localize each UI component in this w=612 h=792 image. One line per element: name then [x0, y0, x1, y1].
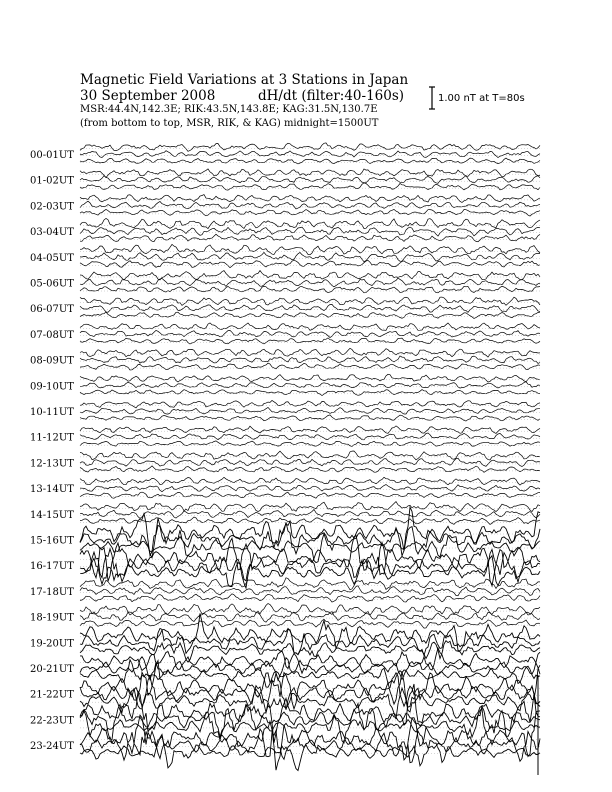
hour-label: 06-07UT — [30, 304, 74, 316]
hour-label: 22-23UT — [30, 715, 74, 727]
trace-kag-hour-1 — [80, 169, 540, 178]
hour-label: 04-05UT — [30, 252, 74, 264]
trace-msr-hour-10 — [80, 415, 540, 421]
scale-bar-label: 1.00 nT at T=80s — [438, 93, 525, 104]
trace-kag-hour-17 — [80, 578, 540, 590]
trace-rik-hour-1 — [80, 176, 540, 184]
trace-rik-hour-4 — [80, 252, 540, 261]
trace-kag-hour-2 — [80, 195, 540, 203]
trace-msr-hour-6 — [80, 312, 540, 319]
trace-kag-hour-6 — [80, 297, 540, 305]
hour-labels — [30, 150, 74, 752]
trace-msr-hour-11 — [80, 441, 540, 447]
trace-rik-hour-11 — [80, 433, 540, 440]
trace-msr-hour-14 — [80, 517, 540, 524]
trace-rik-hour-18 — [80, 612, 540, 623]
hour-label: 20-21UT — [30, 664, 74, 675]
trace-msr-hour-3 — [80, 234, 540, 242]
trace-rik-hour-3 — [80, 227, 540, 236]
trace-msr-hour-1 — [80, 183, 540, 190]
hour-label: 21-22UT — [30, 689, 74, 701]
hour-label: 13-14UT — [30, 484, 74, 496]
hour-label: 10-11UT — [30, 407, 74, 418]
hour-label: 07-08UT — [30, 329, 74, 341]
trace-kag-hour-7 — [80, 323, 540, 331]
trace-kag-hour-21 — [80, 661, 540, 709]
trace-msr-hour-4 — [80, 260, 540, 268]
trace-msr-hour-8 — [80, 363, 540, 370]
hour-label: 00-01UT — [30, 150, 74, 161]
trace-msr-hour-13 — [80, 492, 540, 498]
hour-label: 03-04UT — [30, 227, 74, 239]
chart-date: 30 September 2008 — [80, 88, 216, 104]
trace-rik-hour-2 — [80, 201, 540, 209]
trace-rik-hour-15 — [80, 518, 540, 558]
hour-label: 12-13UT — [30, 458, 74, 470]
trace-msr-hour-9 — [80, 390, 540, 396]
trace-kag-hour-13 — [80, 477, 540, 485]
station-order-note: (from bottom to top, MSR, RIK, & KAG) midnight=1500UT — [80, 118, 379, 129]
trace-msr-hour-17 — [80, 594, 540, 602]
trace-rik-hour-6 — [80, 304, 540, 312]
hour-label: 16-17UT — [30, 561, 74, 573]
trace-msr-hour-18 — [80, 619, 540, 628]
trace-rik-hour-5 — [80, 278, 540, 287]
hour-label: 01-02UT — [30, 175, 74, 187]
trace-kag-hour-5 — [80, 271, 540, 281]
hour-label: 18-19UT — [30, 612, 74, 624]
trace-kag-hour-12 — [80, 451, 540, 460]
trace-rik-hour-14 — [80, 510, 540, 519]
trace-kag-hour-16 — [80, 536, 540, 586]
hour-label: 17-18UT — [30, 586, 74, 598]
trace-rik-hour-8 — [80, 356, 540, 363]
trace-msr-hour-0 — [80, 158, 540, 164]
station-coordinates: MSR:44.4N,142.3E; RIK:43.5N,143.8E; KAG:31.5N,130.7E — [80, 104, 378, 115]
trace-rik-hour-21 — [80, 672, 540, 713]
chart-quantity: dH/dt (filter:40-160s) — [258, 88, 405, 104]
trace-msr-hour-7 — [80, 338, 540, 344]
trace-kag-hour-18 — [80, 604, 540, 616]
trace-kag-hour-14 — [80, 502, 540, 512]
trace-kag-hour-8 — [80, 348, 540, 357]
trace-kag-hour-4 — [80, 244, 540, 254]
hour-label: 11-12UT — [30, 432, 74, 444]
trace-rik-hour-10 — [80, 407, 540, 414]
trace-rik-hour-12 — [80, 458, 540, 466]
trace-msr-hour-5 — [80, 286, 540, 293]
chart-title: Magnetic Field Variations at 3 Stations in Japan — [80, 72, 409, 88]
trace-kag-hour-10 — [80, 401, 540, 408]
trace-kag-hour-11 — [80, 426, 540, 434]
hour-label: 05-06UT — [30, 278, 74, 290]
trace-msr-hour-2 — [80, 209, 540, 216]
hour-label: 15-16UT — [30, 535, 74, 547]
trace-rik-hour-13 — [80, 485, 540, 492]
trace-rik-hour-0 — [80, 151, 540, 158]
hour-label: 08-09UT — [30, 355, 74, 367]
trace-rik-hour-9 — [80, 382, 540, 389]
trace-rik-hour-7 — [80, 330, 540, 337]
hour-label: 09-10UT — [30, 381, 74, 393]
hour-label: 14-15UT — [30, 509, 74, 521]
trace-kag-hour-3 — [80, 218, 540, 228]
trace-kag-hour-9 — [80, 374, 540, 382]
traces — [80, 143, 540, 775]
trace-kag-hour-0 — [80, 143, 540, 151]
hour-label: 19-20UT — [30, 638, 74, 650]
hour-label: 23-24UT — [30, 741, 74, 753]
trace-msr-hour-12 — [80, 466, 540, 472]
hour-label: 02-03UT — [30, 201, 74, 213]
